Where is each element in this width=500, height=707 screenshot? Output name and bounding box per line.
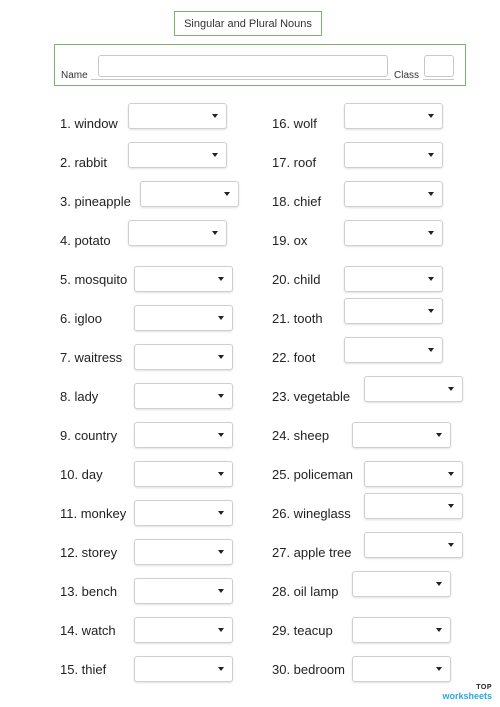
name-label: Name bbox=[61, 70, 88, 81]
chevron-down-icon bbox=[448, 387, 454, 391]
question-4-label: 4. potato bbox=[60, 233, 111, 248]
question-2-label: 2. rabbit bbox=[60, 155, 107, 170]
question-22-label: 22. foot bbox=[272, 350, 316, 365]
chevron-down-icon bbox=[218, 589, 224, 593]
question-14-answer-dropdown[interactable] bbox=[134, 617, 233, 643]
question-25-label: 25. policeman bbox=[272, 467, 353, 482]
chevron-down-icon bbox=[218, 316, 224, 320]
question-21-label: 21. tooth bbox=[272, 311, 323, 326]
question-15-answer-dropdown[interactable] bbox=[134, 656, 233, 682]
chevron-down-icon bbox=[428, 309, 434, 313]
chevron-down-icon bbox=[448, 472, 454, 476]
chevron-down-icon bbox=[218, 511, 224, 515]
chevron-down-icon bbox=[218, 472, 224, 476]
question-30-answer-dropdown[interactable] bbox=[352, 656, 451, 682]
question-8-label: 8. lady bbox=[60, 389, 99, 404]
question-1-label: 1. window bbox=[60, 116, 118, 131]
question-11-label: 11. monkey bbox=[60, 506, 127, 521]
question-10-label: 10. day bbox=[60, 467, 103, 482]
question-19-label: 19. ox bbox=[272, 233, 308, 248]
chevron-down-icon bbox=[212, 114, 218, 118]
question-23-label: 23. vegetable bbox=[272, 389, 351, 404]
chevron-down-icon bbox=[428, 231, 434, 235]
question-19-answer-dropdown[interactable] bbox=[344, 220, 443, 246]
question-18-label: 18. chief bbox=[272, 194, 322, 209]
question-12-label: 12. storey bbox=[60, 545, 118, 560]
question-12-answer-dropdown[interactable] bbox=[134, 539, 233, 565]
chevron-down-icon bbox=[436, 433, 442, 437]
chevron-down-icon bbox=[218, 628, 224, 632]
name-input[interactable] bbox=[98, 55, 388, 77]
question-25-answer-dropdown[interactable] bbox=[364, 461, 463, 487]
question-27-answer-dropdown[interactable] bbox=[364, 532, 463, 558]
question-17-answer-dropdown[interactable] bbox=[344, 142, 443, 168]
chevron-down-icon bbox=[212, 153, 218, 157]
question-16-answer-dropdown[interactable] bbox=[344, 103, 443, 129]
name-underline bbox=[91, 79, 391, 80]
question-24-answer-dropdown[interactable] bbox=[352, 422, 451, 448]
question-29-label: 29. teacup bbox=[272, 623, 333, 638]
chevron-down-icon bbox=[428, 192, 434, 196]
question-26-answer-dropdown[interactable] bbox=[364, 493, 463, 519]
chevron-down-icon bbox=[428, 114, 434, 118]
chevron-down-icon bbox=[448, 543, 454, 547]
chevron-down-icon bbox=[218, 355, 224, 359]
question-9-answer-dropdown[interactable] bbox=[134, 422, 233, 448]
worksheet-title-text: Singular and Plural Nouns bbox=[184, 17, 312, 30]
chevron-down-icon bbox=[218, 277, 224, 281]
question-16-label: 16. wolf bbox=[272, 116, 317, 131]
question-28-answer-dropdown[interactable] bbox=[352, 571, 451, 597]
question-27-label: 27. apple tree bbox=[272, 545, 352, 560]
chevron-down-icon bbox=[428, 277, 434, 281]
chevron-down-icon bbox=[428, 348, 434, 352]
chevron-down-icon bbox=[224, 192, 230, 196]
question-6-label: 6. igloo bbox=[60, 311, 102, 326]
question-3-answer-dropdown[interactable] bbox=[140, 181, 239, 207]
question-13-answer-dropdown[interactable] bbox=[134, 578, 233, 604]
question-26-label: 26. wineglass bbox=[272, 506, 351, 521]
question-23-answer-dropdown[interactable] bbox=[364, 376, 463, 402]
brand-logo-name: worksheets bbox=[442, 691, 492, 701]
class-label: Class bbox=[394, 70, 420, 81]
question-3-label: 3. pineapple bbox=[60, 194, 131, 209]
brand-logo-top: TOP bbox=[476, 684, 492, 691]
chevron-down-icon bbox=[218, 433, 224, 437]
question-22-answer-dropdown[interactable] bbox=[344, 337, 443, 363]
brand-logo bbox=[442, 683, 492, 701]
question-14-label: 14. watch bbox=[60, 623, 116, 638]
question-21-answer-dropdown[interactable] bbox=[344, 298, 443, 324]
question-7-label: 7. waitress bbox=[60, 350, 123, 365]
chevron-down-icon bbox=[428, 153, 434, 157]
question-9-label: 9. country bbox=[60, 428, 118, 443]
chevron-down-icon bbox=[436, 667, 442, 671]
chevron-down-icon bbox=[218, 394, 224, 398]
class-underline bbox=[423, 79, 454, 80]
question-29-answer-dropdown[interactable] bbox=[352, 617, 451, 643]
question-13-label: 13. bench bbox=[60, 584, 118, 599]
worksheet-title bbox=[174, 11, 322, 36]
question-15-label: 15. thief bbox=[60, 662, 107, 677]
question-10-answer-dropdown[interactable] bbox=[134, 461, 233, 487]
question-5-label: 5. mosquito bbox=[60, 272, 128, 287]
chevron-down-icon bbox=[212, 231, 218, 235]
chevron-down-icon bbox=[218, 667, 224, 671]
class-input[interactable] bbox=[424, 55, 454, 77]
question-5-answer-dropdown[interactable] bbox=[134, 266, 233, 292]
question-7-answer-dropdown[interactable] bbox=[134, 344, 233, 370]
question-20-answer-dropdown[interactable] bbox=[344, 266, 443, 292]
question-6-answer-dropdown[interactable] bbox=[134, 305, 233, 331]
question-1-answer-dropdown[interactable] bbox=[128, 103, 227, 129]
chevron-down-icon bbox=[436, 628, 442, 632]
question-28-label: 28. oil lamp bbox=[272, 584, 339, 599]
question-20-label: 20. child bbox=[272, 272, 321, 287]
question-17-label: 17. roof bbox=[272, 155, 317, 170]
chevron-down-icon bbox=[448, 504, 454, 508]
question-8-answer-dropdown[interactable] bbox=[134, 383, 233, 409]
question-18-answer-dropdown[interactable] bbox=[344, 181, 443, 207]
question-30-label: 30. bedroom bbox=[272, 662, 345, 677]
chevron-down-icon bbox=[436, 582, 442, 586]
question-24-label: 24. sheep bbox=[272, 428, 330, 443]
chevron-down-icon bbox=[218, 550, 224, 554]
student-info-box bbox=[54, 44, 466, 86]
question-11-answer-dropdown[interactable] bbox=[134, 500, 233, 526]
question-2-answer-dropdown[interactable] bbox=[128, 142, 227, 168]
question-4-answer-dropdown[interactable] bbox=[128, 220, 227, 246]
